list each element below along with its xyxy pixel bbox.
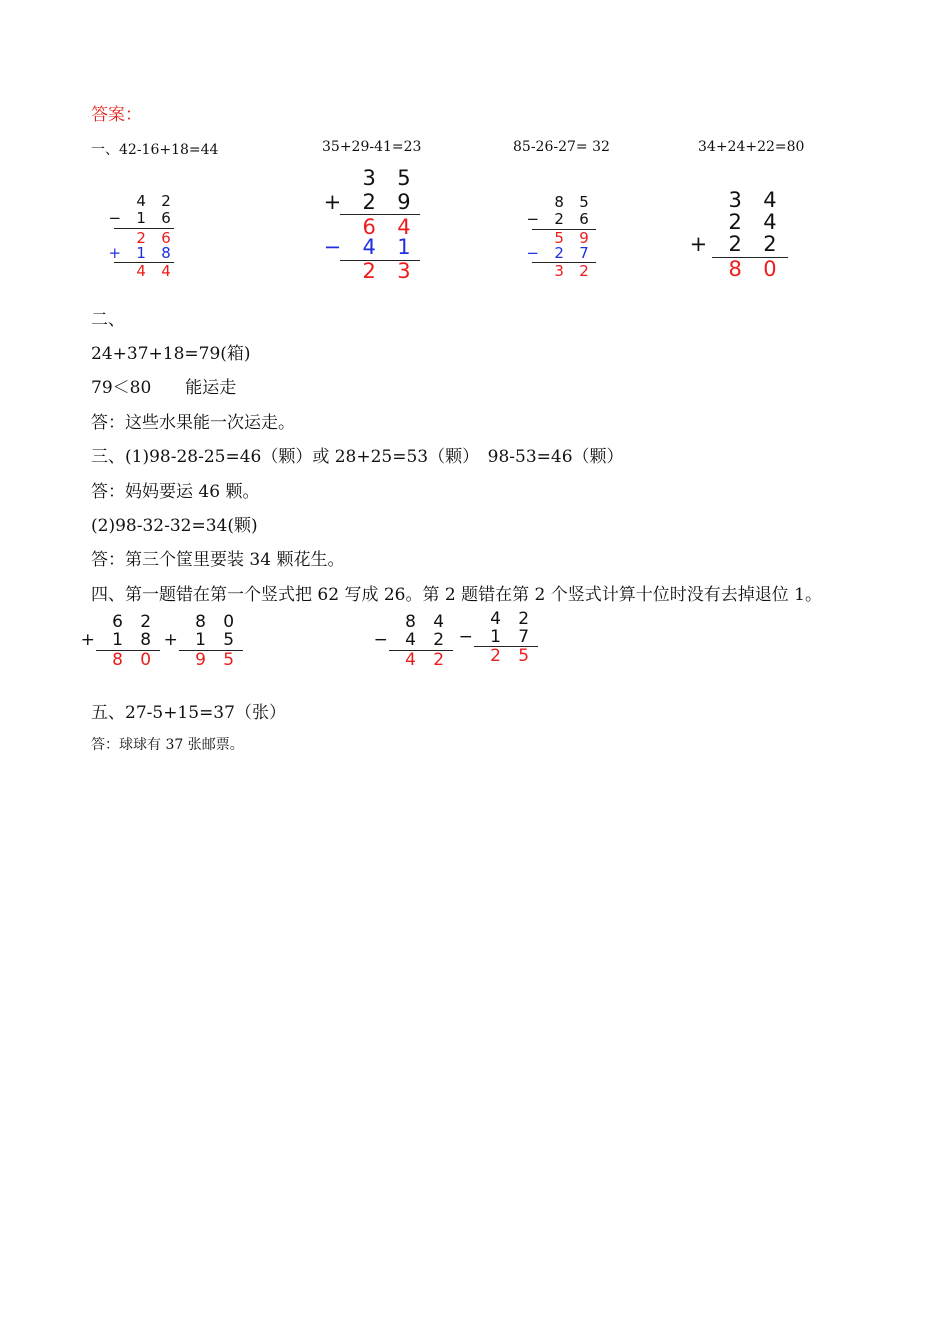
calc1-op1: − 1 6 [108, 209, 176, 227]
q1-equation-1 [91, 139, 218, 159]
q2-line-1: 24+37+18=79(箱) [91, 344, 251, 364]
calc3-op2: − 2 7 [526, 244, 594, 262]
q3-answer-2: 答：第三个筐里要装 34 颗花生。 [91, 550, 345, 570]
calcD-op: − 1 7 [458, 627, 535, 647]
calc4-row2: 2 4 [728, 210, 784, 234]
calc1-top: 4 2 [136, 192, 176, 210]
q5-line-1: 五、27-5+15=37（张） [91, 703, 286, 723]
calc2-op1: + 2 9 [323, 190, 418, 214]
calcA-op: + 1 8 [80, 630, 157, 650]
calcA-top: 6 2 [112, 612, 157, 632]
calcD-result: 2 5 [490, 646, 535, 666]
q1-prefix: 一、 [91, 142, 119, 158]
q4-vertical-calc-d [458, 609, 541, 669]
calc1-mid: 2 6 [136, 229, 176, 247]
q4-vertical-calc-b [163, 612, 246, 672]
q1-eq1-text: 42-16+18=44 [119, 142, 219, 158]
q4-vertical-calc-a [80, 612, 163, 672]
q3-answer-1: 答：妈妈要运 46 颗。 [91, 482, 260, 502]
q1-equation-3: 85-26-27= 32 [513, 139, 610, 155]
answer-title: 答案： [91, 105, 142, 125]
calcA-result: 8 0 [112, 650, 157, 670]
q2-heading: 二、 [91, 310, 125, 330]
q1-equation-4: 34+24+22=80 [698, 139, 805, 155]
calc3-result: 3 2 [554, 262, 594, 280]
calcC-top: 8 4 [405, 612, 450, 632]
calcC-op: − 4 2 [373, 630, 450, 650]
calc2-mid: 6 4 [362, 215, 418, 239]
q2-answer: 答：这些水果能一次运走。 [91, 413, 295, 433]
q1-vertical-calc-4 [689, 188, 794, 284]
calcB-top: 8 0 [195, 612, 240, 632]
calcC-result: 4 2 [405, 650, 450, 670]
calc3-op1: − 2 6 [526, 210, 594, 228]
calc4-result: 8 0 [728, 257, 784, 281]
calcB-result: 9 5 [195, 650, 240, 670]
q1-equation-2: 35+29-41=23 [322, 139, 422, 155]
calc2-result: 2 3 [362, 259, 418, 283]
calc1-result: 4 4 [136, 262, 176, 280]
q3-line-1: 三、(1)98-28-25=46（颗）或 28+25=53（颗） 98-53=46（颗） [91, 447, 624, 467]
q4-vertical-calc-c [373, 612, 456, 672]
calc2-op2: − 4 1 [323, 235, 418, 259]
calc1-op2: + 1 8 [108, 244, 176, 262]
calcD-top: 4 2 [490, 609, 535, 629]
calc2-top: 3 5 [362, 166, 418, 190]
q2-line-2: 79＜80 能运走 [91, 378, 237, 398]
q1-vertical-calc-1 [110, 190, 180, 280]
q1-vertical-calc-3 [528, 193, 600, 281]
calc3-mid: 5 9 [554, 229, 594, 247]
q1-vertical-calc-2 [323, 166, 426, 284]
calc3-top: 8 5 [554, 193, 594, 211]
q5-answer: 答：球球有 37 张邮票。 [91, 737, 244, 753]
calc4-row3: + 2 2 [689, 232, 784, 256]
q4-line-1: 四、第一题错在第一个竖式把 62 写成 26。第 2 题错在第 2 个竖式计算十位时没有去掉退位 1。 [91, 585, 822, 605]
calcB-op: + 1 5 [163, 630, 240, 650]
calc4-row1: 3 4 [728, 188, 784, 212]
q3-line-2: (2)98-32-32=34(颗) [91, 516, 258, 536]
